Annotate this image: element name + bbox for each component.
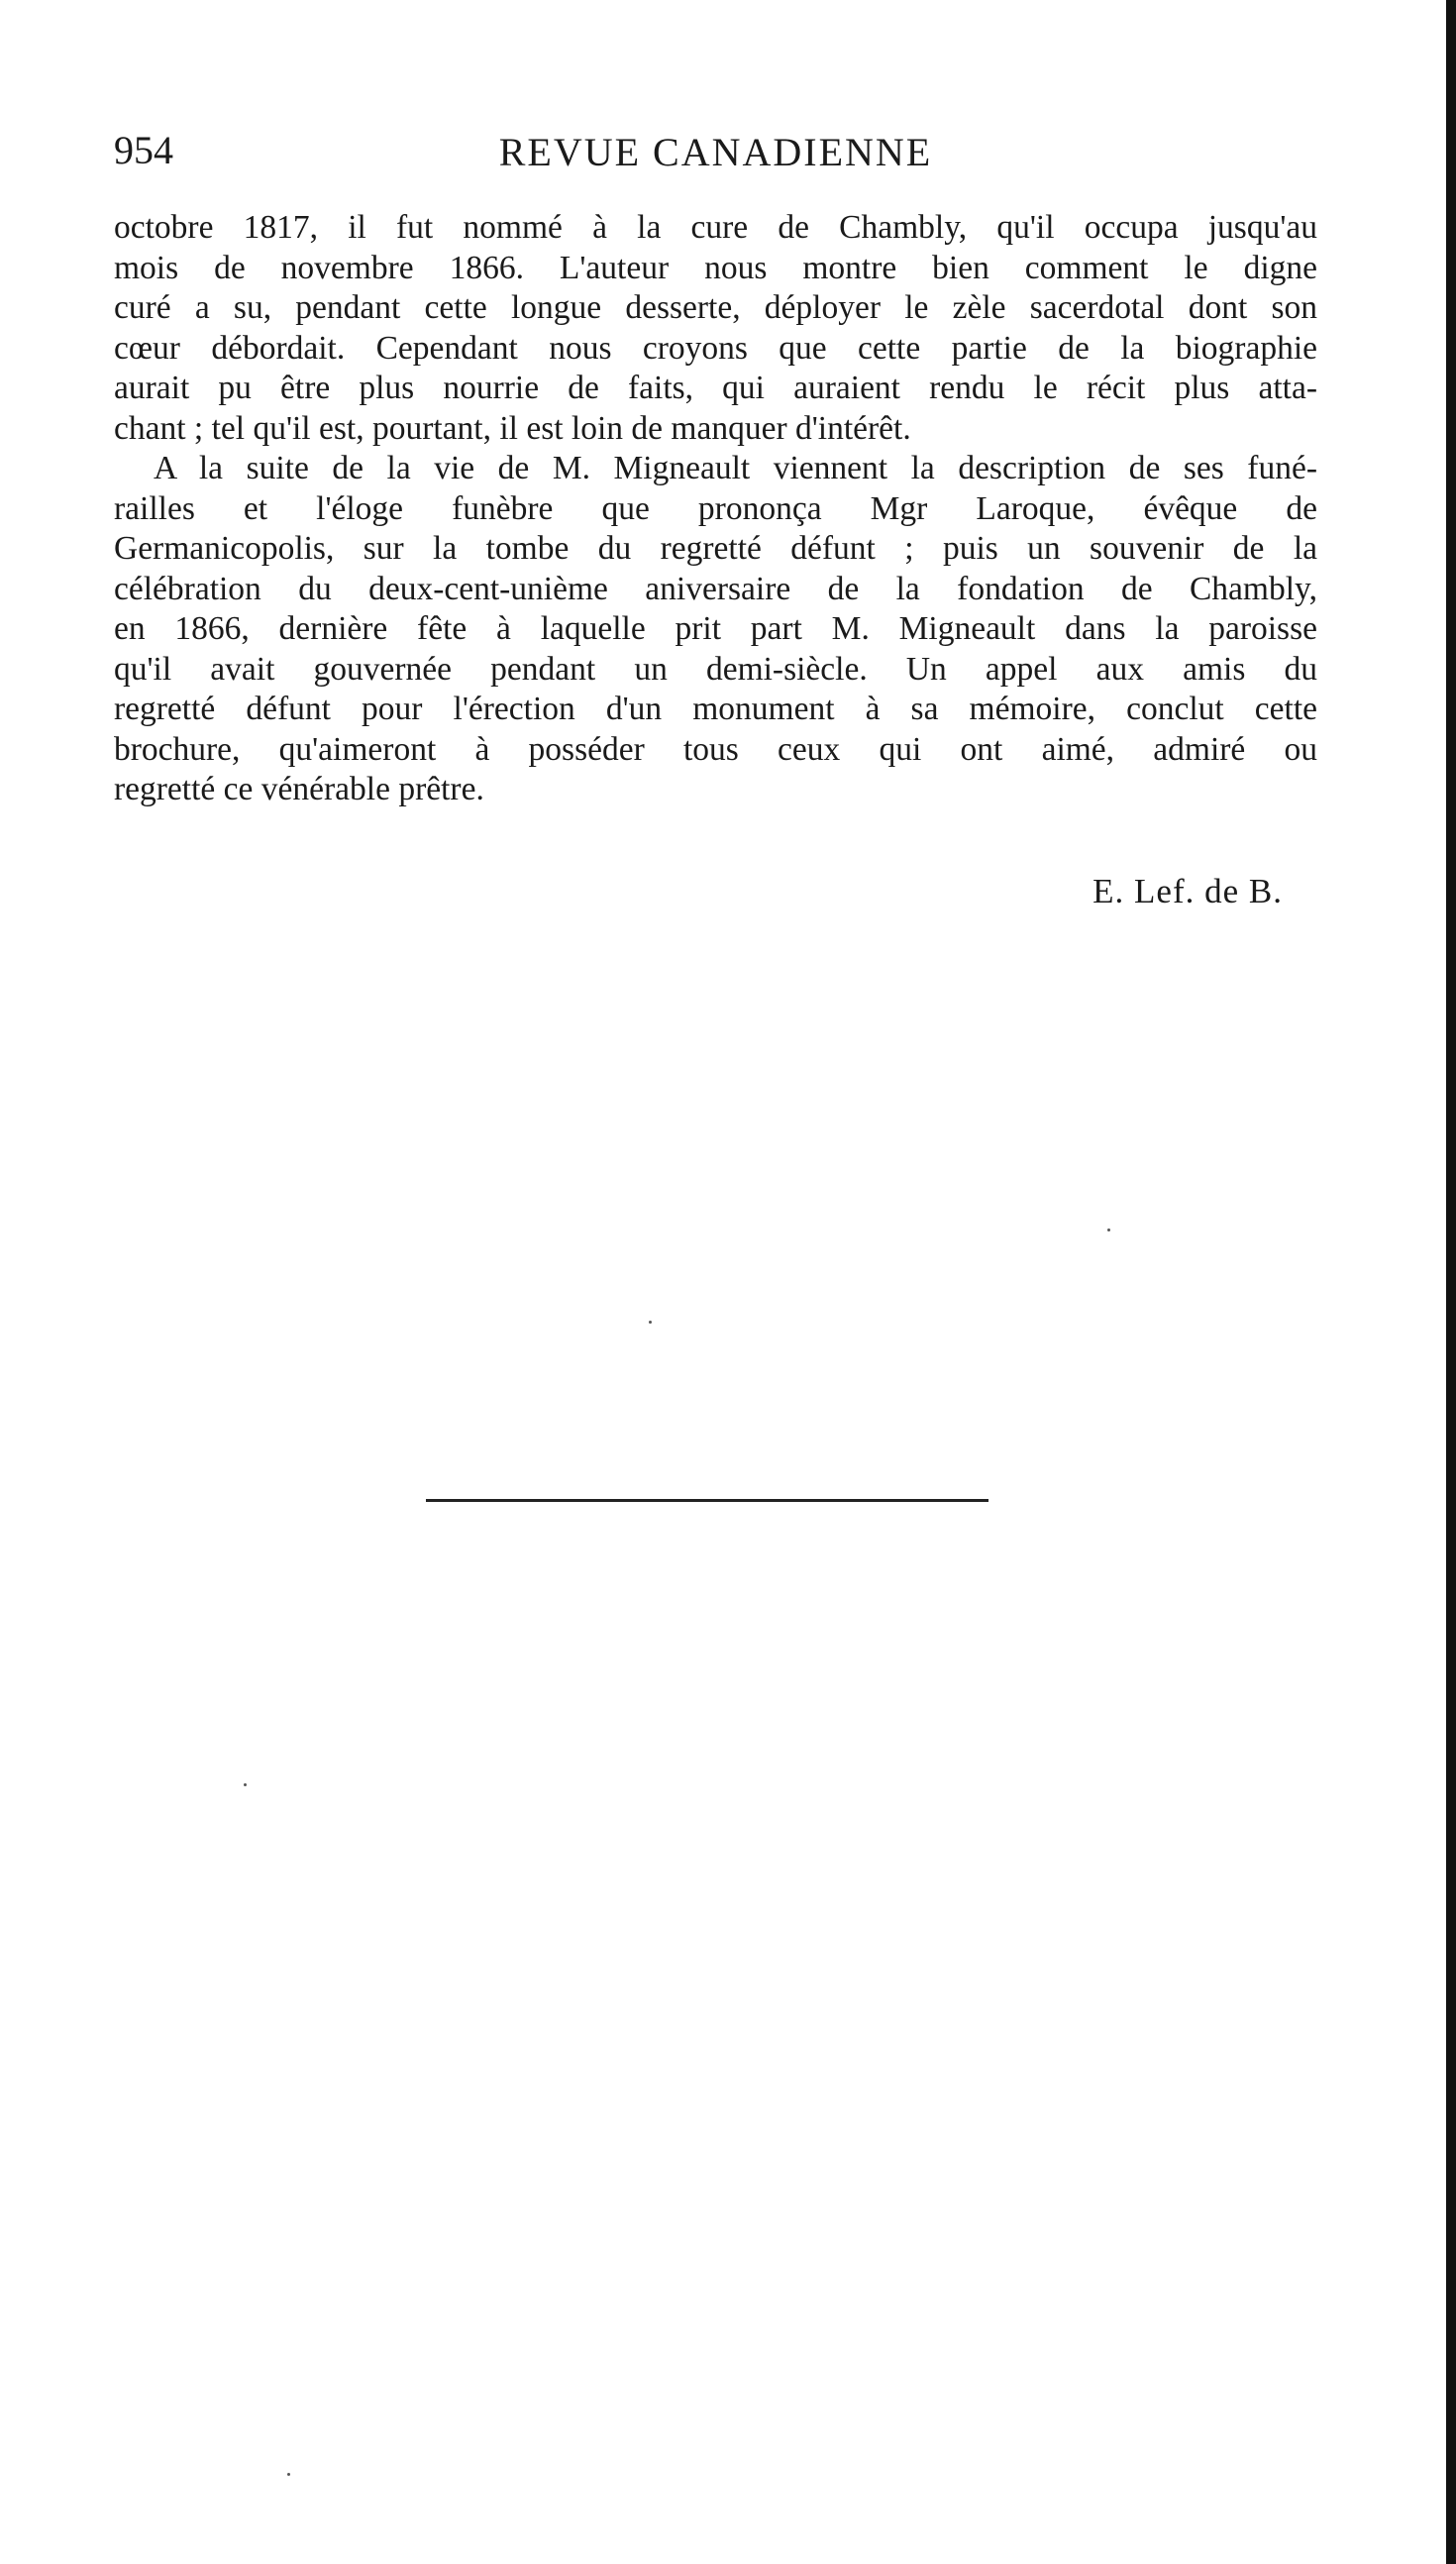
scan-speck	[287, 2473, 290, 2476]
text-line: octobre 1817, il fut nommé à la cure de Chambly, qu'il occupa jusqu'au	[114, 209, 1317, 246]
text-line: railles et l'éloge funèbre que prononça Mgr Laroque, évêque de	[114, 489, 1317, 527]
running-title: REVUE CANADIENNE	[498, 130, 933, 174]
text-line: regretté ce vénérable prêtre.	[114, 771, 484, 807]
text-line: brochure, qu'aimeront à posséder tous ceux qui ont aimé, admiré ou	[114, 730, 1317, 768]
page-header	[114, 127, 1317, 186]
scan-speck	[649, 1321, 652, 1324]
scan-speck	[1107, 1229, 1110, 1231]
article-body	[114, 208, 1317, 810]
text-line: chant ; tel qu'il est, pourtant, il est loin de manquer d'intérêt.	[114, 409, 911, 447]
section-divider	[426, 1499, 988, 1502]
scan-speck	[244, 1783, 247, 1786]
text-line: A la suite de la vie de M. Migneault viennent la description de ses funé-	[154, 450, 1317, 486]
author-signature: E. Lef. de B.	[1092, 872, 1283, 910]
text-line: en 1866, dernière fête à laquelle prit part M. Migneault dans la paroisse	[114, 610, 1317, 647]
text-line: mois de novembre 1866. L'auteur nous montre bien comment le digne	[114, 249, 1317, 286]
paragraph-2	[114, 449, 1317, 810]
text-line: qu'il avait gouvernée pendant un demi-siècle. Un appel aux amis du	[114, 650, 1317, 688]
page-number: 954	[114, 128, 173, 172]
text-line: aurait pu être plus nourrie de faits, qui auraient rendu le récit plus atta-	[114, 370, 1317, 406]
paragraph-1	[114, 208, 1317, 449]
text-line: curé a su, pendant cette longue desserte, déployer le zèle sacerdotal dont son	[114, 289, 1317, 326]
text-line: Germanicopolis, sur la tombe du regretté défunt ; puis un souvenir de la	[114, 530, 1317, 567]
text-line: regretté défunt pour l'érection d'un monument à sa mémoire, conclut cette	[114, 691, 1317, 727]
text-line: cœur débordait. Cependant nous croyons que cette partie de la biographie	[114, 329, 1317, 367]
text-line: célébration du deux-cent-unième aniversaire de la fondation de Chambly,	[114, 570, 1317, 607]
page-edge-shadow	[1446, 0, 1456, 2564]
